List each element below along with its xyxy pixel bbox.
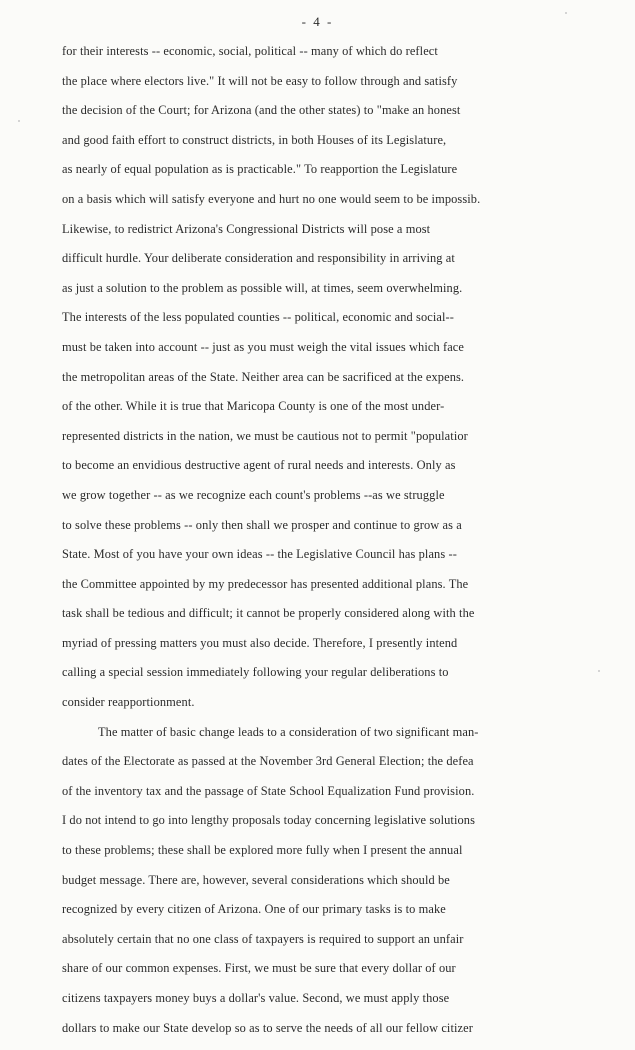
text-line: to solve these problems -- only then shall we prosper and continue to grow as a: [62, 517, 462, 532]
text-line: Likewise, to redistrict Arizona's Congressional Districts will pose a most: [62, 221, 431, 236]
text-line: citizens taxpayers money buys a dollar's value. Second, we must apply those: [62, 991, 450, 1005]
text-line: recognized by every citizen of Arizona. One of our primary tasks is to make: [62, 902, 446, 917]
text-line: absolutely certain that no one class of taxpayers is required to support an unfair: [62, 931, 464, 946]
paragraph-start-line: The matter of basic change leads to a consideration of two significant man-: [98, 724, 479, 739]
text-line: must be taken into account -- just as you must weigh the vital issues which face: [62, 339, 465, 354]
text-line: The interests of the less populated counties -- political, economic and social--: [62, 310, 454, 325]
text-line: the Committee appointed by my predecessor has presented additional plans. The: [62, 576, 469, 591]
text-line: budget message. There are, however, several considerations which should be: [62, 872, 450, 887]
text-line: the place where electors live." It will not be easy to follow through and satisfy: [62, 73, 458, 88]
text-line: I do not intend to go into lengthy proposals today concerning legislative solutions: [62, 813, 476, 828]
text-line: State. Most of you have your own ideas -- the Legislative Council has plans --: [62, 547, 457, 562]
text-line: of the other. While it is true that Maricopa County is one of the most under-: [62, 399, 445, 414]
paper-speck: [18, 120, 20, 122]
text-line: on a basis which will satisfy everyone and hurt no one would seem to be impossib.: [62, 191, 481, 206]
text-line: difficult hurdle. Your deliberate consideration and responsibility in arriving at: [62, 251, 455, 266]
text-line: for their interests -- economic, social, political -- many of which do reflect: [62, 44, 438, 58]
text-line: dollars to make our State develop so as to serve the needs of all our fellow citizer: [62, 1020, 473, 1035]
paper-speck: [565, 12, 567, 14]
text-line: as nearly of equal population as is practicable." To reapportion the Legislature: [62, 162, 458, 177]
page-number: - 4 -: [301, 14, 334, 29]
text-line: the decision of the Court; for Arizona (and the other states) to "make an honest: [62, 103, 461, 118]
text-line: the metropolitan areas of the State. Neither area can be sacrificed at the expens.: [62, 369, 465, 384]
text-line: myriad of pressing matters you must also decide. Therefore, I presently intend: [62, 635, 458, 650]
text-line: represented districts in the nation, we must be cautious not to permit "populatior: [62, 428, 468, 443]
text-line: share of our common expenses. First, we must be sure that every dollar of our: [62, 961, 456, 976]
text-line: task shall be tedious and difficult; it cannot be properly considered along with the: [62, 606, 475, 621]
paper-speck: [598, 670, 600, 672]
text-line: of the inventory tax and the passage of State School Equalization Fund provision.: [62, 783, 475, 798]
text-line: we grow together -- as we recognize each count's problems --as we struggle: [62, 487, 445, 502]
text-line: calling a special session immediately following your regular deliberations to: [62, 665, 449, 680]
document-body: [62, 44, 635, 1050]
text-line: to these problems; these shall be explored more fully when I present the annual: [62, 843, 463, 858]
text-line: consider reapportionment.: [62, 695, 195, 710]
text-line: to become an envidious destructive agent of rural needs and interests. Only as: [62, 458, 456, 473]
text-line: as just a solution to the problem as possible will, at times, seem overwhelming.: [62, 280, 463, 295]
text-line: dates of the Electorate as passed at the November 3rd General Election; the defea: [62, 754, 474, 769]
text-line: and good faith effort to construct districts, in both Houses of its Legislature,: [62, 132, 447, 147]
